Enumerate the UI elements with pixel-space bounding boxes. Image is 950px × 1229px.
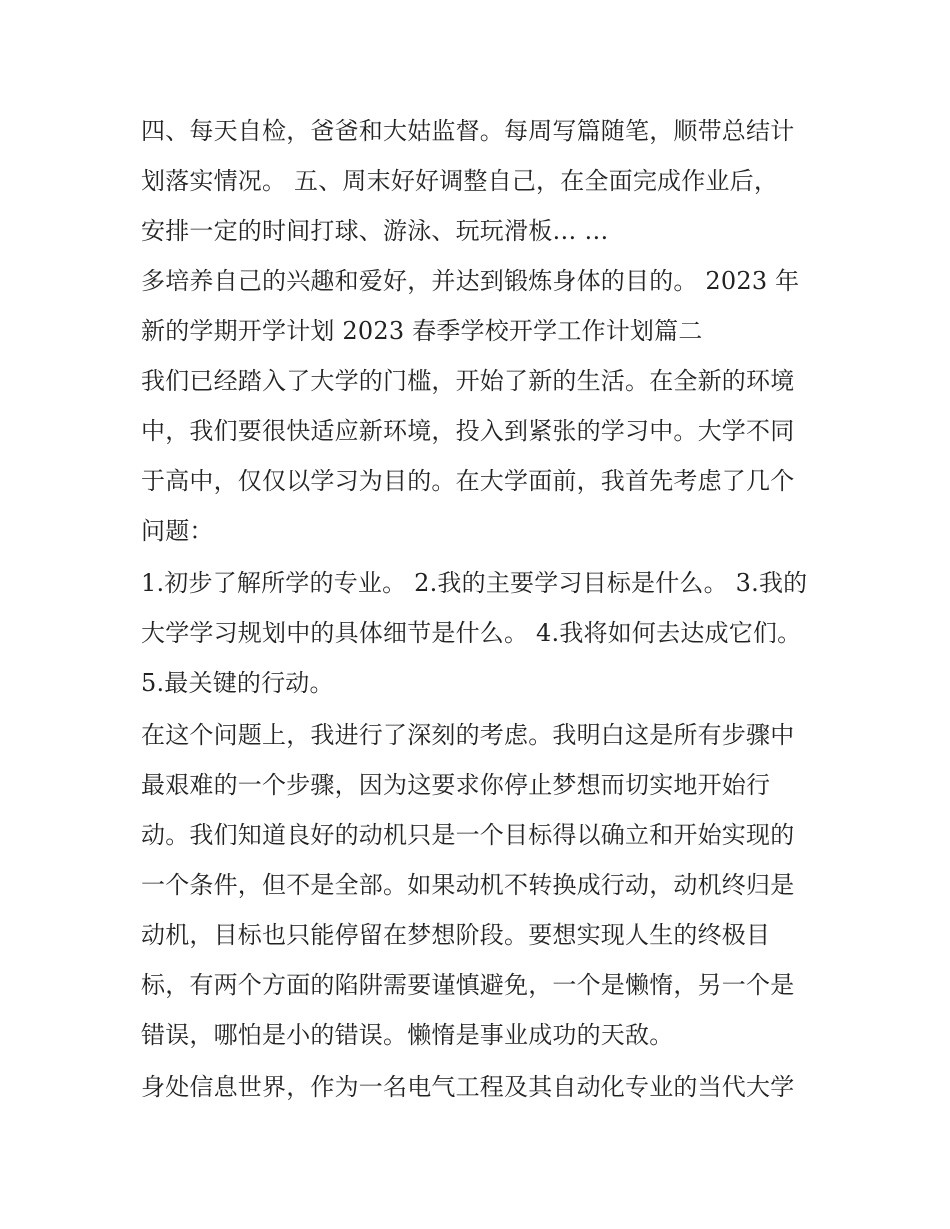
text-line-12: 5.最关键的行动。	[141, 669, 334, 697]
text-line-1: 四、每天自检，爸爸和大姑监督。每周写篇随笔，顺带总结计	[141, 117, 795, 145]
text-line-7: 中，我们要很快适应新环境，投入到紧张的学习中。大学不同	[141, 417, 795, 445]
text-line-10: 1.初步了解所学的专业。 2.我的主要学习目标是什么。 3.我的	[141, 569, 808, 597]
text-line-19: 错误，哪怕是小的错误。懒惰是事业成功的天敌。	[141, 1021, 674, 1049]
text-line-3: 安排一定的时间打球、游泳、玩玩滑板… …	[141, 217, 609, 245]
text-line-4: 多培养自己的兴趣和爱好，并达到锻炼身体的目的。 2023 年	[141, 267, 800, 295]
text-line-11: 大学学习规划中的具体细节是什么。 4.我将如何去达成它们。	[141, 619, 802, 647]
text-line-18: 标，有两个方面的陷阱需要谨慎避免，一个是懒惰，另一个是	[141, 971, 795, 999]
text-line-5: 新的学期开学计划 2023 春季学校开学工作计划篇二	[141, 317, 703, 345]
text-line-16: 一个条件，但不是全部。如果动机不转换成行动，动机终归是	[141, 871, 795, 899]
text-line-17: 动机，目标也只能停留在梦想阶段。要想实现人生的终极目	[141, 921, 771, 949]
text-line-20: 身处信息世界，作为一名电气工程及其自动化专业的当代大学	[141, 1073, 795, 1101]
text-line-9: 问题：	[141, 517, 214, 545]
text-line-2: 划落实情况。 五、周末好好调整自己，在全面完成作业后，	[141, 167, 779, 195]
text-line-14: 最艰难的一个步骤，因为这要求你停止梦想而切实地开始行	[141, 771, 771, 799]
text-line-15: 动。我们知道良好的动机只是一个目标得以确立和开始实现的	[141, 821, 795, 849]
text-line-13: 在这个问题上，我进行了深刻的考虑。我明白这是所有步骤中	[141, 721, 795, 749]
text-line-6: 我们已经踏入了大学的门槛，开始了新的生活。在全新的环境	[141, 367, 795, 395]
text-line-8: 于高中，仅仅以学习为目的。在大学面前，我首先考虑了几个	[141, 467, 795, 495]
